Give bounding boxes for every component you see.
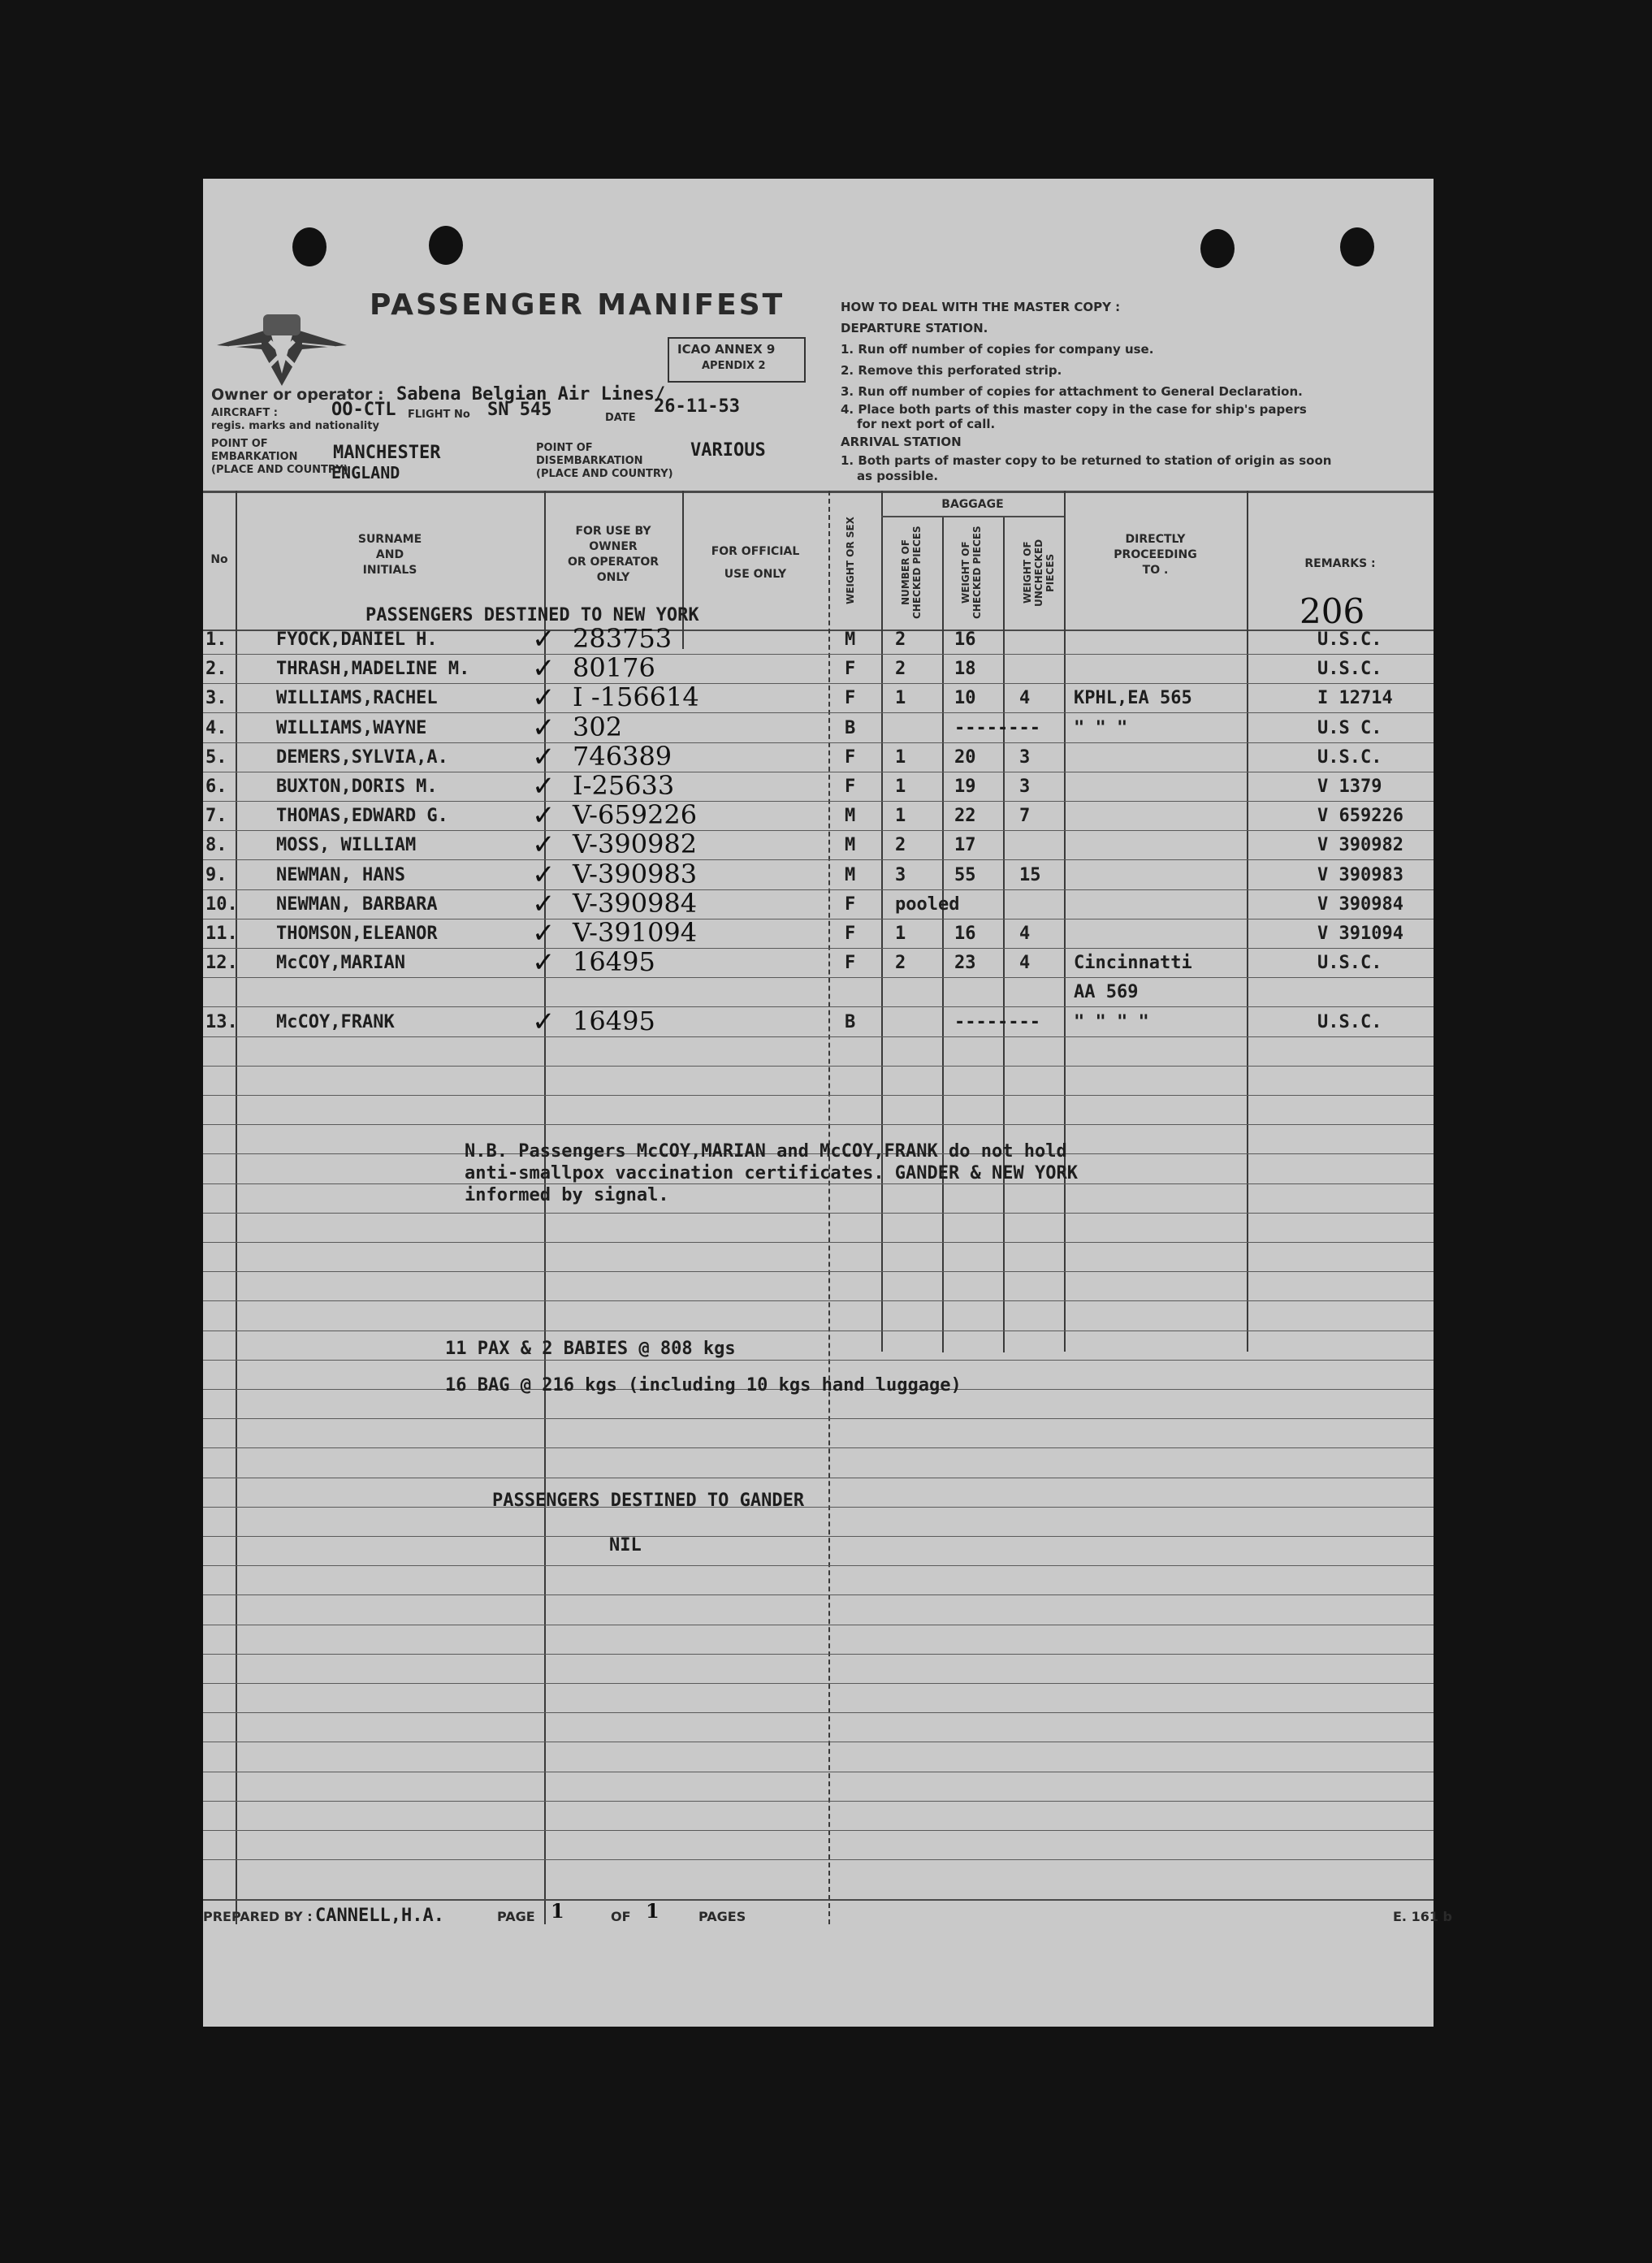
owner-handwritten-number: 746389: [573, 741, 672, 772]
col-header-line: USE ONLY: [724, 568, 787, 581]
owner-handwritten-number: V-391094: [573, 917, 698, 948]
ruled-line: [203, 1066, 1434, 1067]
checked-weight: 16: [954, 630, 976, 650]
unchecked-weight: 15: [1019, 865, 1041, 885]
check-mark: ✓: [532, 888, 556, 920]
checked-weight: 10: [954, 688, 976, 708]
instruction-item: 3. Run off number of copies for attachment to General Declaration.: [841, 384, 1303, 399]
table-row: [203, 859, 1434, 894]
owner-handwritten-number: 283753: [573, 623, 672, 654]
checked-weight: 18: [954, 659, 976, 679]
col-baggage-header: BAGGAGE: [941, 498, 1004, 511]
row-number: 12.: [205, 953, 238, 973]
col-directly-header: [1064, 532, 1247, 578]
owner-handwritten-number: V-390983: [573, 859, 698, 889]
row-number: 2.: [205, 659, 227, 679]
checked-weight: 19: [954, 777, 976, 797]
instruction-item: as possible.: [857, 469, 939, 483]
passenger-sex: F: [845, 924, 856, 944]
ruled-line: [203, 1183, 1434, 1184]
ruled-line: [203, 1271, 1434, 1272]
footer-border: [203, 1899, 1434, 1901]
unchecked-weight: 3: [1019, 747, 1031, 768]
aircraft-label: AIRCRAFT :: [211, 407, 278, 419]
check-mark: ✓: [532, 623, 556, 656]
ruled-line: [203, 1507, 1434, 1508]
page-value: 1: [551, 1899, 564, 1923]
icao-appendix: APENDIX 2: [702, 360, 766, 372]
passenger-sex: F: [845, 777, 856, 797]
check-mark: ✓: [532, 712, 556, 744]
table-row: [203, 799, 1434, 835]
check-mark: ✓: [532, 681, 556, 714]
owner-handwritten-number: 16495: [573, 946, 655, 977]
ruled-line: [203, 1360, 1434, 1361]
date-value: 26-11-53: [654, 396, 740, 417]
owner-handwritten-number: V-659226: [573, 799, 698, 830]
directly-proceeding: " " " ": [1074, 1012, 1149, 1032]
table-row: [203, 917, 1434, 953]
passenger-remarks: U.S C.: [1317, 718, 1382, 738]
passenger-sex: M: [845, 630, 856, 650]
of-value: 1: [646, 1899, 660, 1923]
passenger-sex: F: [845, 894, 856, 915]
passenger-name: NEWMAN, BARBARA: [276, 894, 438, 915]
row-number: 9.: [205, 865, 227, 885]
passenger-remarks: V 390983: [1317, 865, 1403, 885]
punch-hole: [292, 227, 327, 266]
checked-pieces: 3: [895, 865, 906, 885]
col-header-line: PROCEEDING: [1114, 548, 1197, 561]
passenger-remarks: U.S.C.: [1317, 747, 1382, 768]
check-mark: ✓: [532, 741, 556, 773]
passenger-name: THOMAS,EDWARD G.: [276, 806, 448, 826]
owner-handwritten-number: I -156614: [573, 681, 699, 712]
col-weight-sex-header: WEIGHT OR SEX: [845, 517, 856, 604]
owner-handwritten-number: 80176: [573, 652, 655, 683]
checked-pieces: 2: [895, 835, 906, 855]
embarkation-label-1: POINT OF: [211, 438, 268, 450]
master-copy-instructions: [841, 296, 1425, 483]
passenger-sex: M: [845, 806, 856, 826]
checked-pieces: 2: [895, 630, 906, 650]
instruction-item: 4. Place both parts of this master copy in the case for ship's papers: [841, 402, 1307, 417]
col-header-line: FOR USE BY: [575, 525, 651, 538]
passenger-name: WILLIAMS,RACHEL: [276, 688, 438, 708]
col-header-line: FOR OFFICIAL: [711, 545, 800, 558]
checked-weight: 20: [954, 747, 976, 768]
row-number: 3.: [205, 688, 227, 708]
row-number: 1.: [205, 630, 227, 650]
passenger-remarks: U.S.C.: [1317, 1012, 1382, 1032]
icao-annex: ICAO ANNEX 9: [677, 342, 776, 357]
checked-pieces: 1: [895, 688, 906, 708]
passenger-name: McCOY,FRANK: [276, 1012, 395, 1032]
totals-pax: 11 PAX & 2 BABIES @ 808 kgs: [445, 1339, 736, 1359]
note-line: informed by signal.: [465, 1185, 669, 1205]
checked-pieces: 1: [895, 924, 906, 944]
table-row: [203, 1006, 1434, 1041]
checked-weight: 23: [954, 953, 976, 973]
row-number: 11.: [205, 924, 238, 944]
punch-hole: [429, 226, 463, 265]
disembarkation-value: VARIOUS: [690, 440, 766, 461]
unchecked-weight: 4: [1019, 953, 1031, 973]
form-code: E. 161 b: [1393, 1909, 1452, 1924]
table-row: [203, 946, 1434, 982]
disembarkation-label-2: DISEMBARKATION: [536, 455, 643, 467]
passenger-name: FYOCK,DANIEL H.: [276, 630, 438, 650]
col-header-line: OR OPERATOR: [567, 556, 660, 569]
col-weight-unchecked-header: WEIGHT OF UNCHECKED PIECES: [1022, 539, 1056, 607]
date-label: DATE: [605, 412, 636, 424]
passenger-sex: B: [845, 1012, 856, 1032]
ruled-line: [203, 1683, 1434, 1684]
directly-proceeding: " " ": [1074, 718, 1128, 738]
page-label: PAGE: [497, 1909, 535, 1924]
table-top-border: [203, 491, 1434, 493]
ruled-line: [203, 1830, 1434, 1831]
table-row: [203, 829, 1434, 864]
check-mark: ✓: [532, 917, 556, 950]
sabena-logo: [213, 296, 351, 390]
aircraft-value: OO-CTL: [331, 400, 396, 420]
checked-pieces: 1: [895, 777, 906, 797]
ruled-line: [203, 1213, 1434, 1214]
section-new-york: PASSENGERS DESTINED TO NEW YORK: [365, 605, 699, 625]
passenger-sex: M: [845, 835, 856, 855]
passenger-name: McCOY,MARIAN: [276, 953, 405, 973]
passenger-sex: B: [845, 718, 856, 738]
col-header-line: OWNER: [589, 540, 638, 553]
passenger-remarks: V 390982: [1317, 835, 1403, 855]
checked-pieces: 2: [895, 659, 906, 679]
owner-handwritten-number: V-390982: [573, 829, 698, 859]
instructions-arrival: ARRIVAL STATION: [841, 435, 962, 449]
prepared-by-value: CANNELL,H.A.: [315, 1906, 444, 1926]
table-row: [203, 770, 1434, 806]
col-owner-use-header: [544, 524, 682, 586]
col-header-line: SURNAME: [357, 533, 422, 546]
ruled-line: [203, 1300, 1434, 1301]
owner-label: Owner or operator :: [211, 386, 384, 404]
aircraft-sub-label: regis. marks and nationality: [211, 420, 379, 432]
owner-handwritten-number: 16495: [573, 1006, 655, 1036]
passenger-name: MOSS, WILLIAM: [276, 835, 417, 855]
check-mark: ✓: [532, 1006, 556, 1038]
embarkation-label-3: (PLACE AND COUNTRY): [211, 464, 348, 476]
ruled-line: [203, 1095, 1434, 1096]
passenger-name: WILLIAMS,WAYNE: [276, 718, 427, 738]
row-number: 5.: [205, 747, 227, 768]
passenger-remarks: V 659226: [1317, 806, 1403, 826]
embarkation-country: ENGLAND: [331, 463, 400, 482]
instruction-item: 2. Remove this perforated strip.: [841, 363, 1062, 378]
table-row: [203, 982, 1434, 1011]
ruled-line: [203, 1242, 1434, 1243]
of-label: OF: [611, 1909, 631, 1924]
row-number: 10.: [205, 894, 238, 915]
page-number-stamp: 206: [1300, 591, 1365, 631]
col-remarks-header: REMARKS :: [1304, 557, 1376, 570]
passenger-name: THOMSON,ELEANOR: [276, 924, 438, 944]
ruled-line: [203, 1594, 1434, 1595]
passenger-remarks: I 12714: [1317, 688, 1393, 708]
passenger-sex: F: [845, 747, 856, 768]
col-no-header: No: [210, 553, 228, 566]
instruction-item: for next port of call.: [857, 417, 996, 431]
col-header-line: DIRECTLY: [1125, 533, 1186, 546]
passenger-name: DEMERS,SYLVIA,A.: [276, 747, 448, 768]
disembarkation-label-1: POINT OF: [536, 442, 593, 454]
checked-weight: --------: [954, 718, 1040, 738]
passenger-remarks: V 391094: [1317, 924, 1403, 944]
unchecked-weight: 4: [1019, 688, 1031, 708]
unchecked-weight: 3: [1019, 777, 1031, 797]
passenger-name: BUXTON,DORIS M.: [276, 777, 438, 797]
ruled-line: [203, 1801, 1434, 1802]
icao-annex-box: [668, 337, 806, 383]
instruction-item: 1. Both parts of master copy to be returned to station of origin as soon: [841, 453, 1332, 468]
note-line: anti-smallpox vaccination certificates. GANDER & NEW YORK: [465, 1163, 1078, 1183]
ruled-line: [203, 1124, 1434, 1125]
instruction-item: 1. Run off number of copies for company use.: [841, 342, 1154, 357]
row-number: 8.: [205, 835, 227, 855]
gander-nil: NIL: [609, 1535, 642, 1556]
owner-handwritten-number: 302: [573, 712, 623, 742]
directly-proceeding: AA 569: [1074, 982, 1139, 1002]
passenger-remarks: U.S.C.: [1317, 659, 1382, 679]
owner-handwritten-number: I-25633: [573, 770, 675, 801]
table-row: [203, 681, 1434, 717]
col-official-use-header: [682, 540, 828, 586]
ruled-line: [203, 1565, 1434, 1566]
punch-hole: [1200, 229, 1235, 268]
checked-weight: 55: [954, 865, 976, 885]
owner-handwritten-number: V-390984: [573, 888, 698, 919]
passenger-name: NEWMAN, HANS: [276, 865, 405, 885]
checked-weight: --------: [954, 1012, 1040, 1032]
unchecked-weight: 4: [1019, 924, 1031, 944]
col-header-line: TO .: [1142, 564, 1169, 577]
flight-label: FLIGHT No: [408, 409, 470, 421]
table-row: [203, 888, 1434, 924]
ruled-line: [203, 1536, 1434, 1537]
check-mark: ✓: [532, 829, 556, 861]
col-weight-checked-header: WEIGHT OF CHECKED PIECES: [960, 526, 983, 620]
directly-proceeding: Cincinnatti: [1074, 953, 1192, 973]
check-mark: ✓: [532, 770, 556, 803]
col-header-line: INITIALS: [362, 564, 417, 577]
ruled-line: [203, 1859, 1434, 1860]
baggage-divider: [881, 516, 1064, 517]
instructions-title: HOW TO DEAL WITH THE MASTER COPY :: [841, 300, 1121, 314]
col-num-checked-header: NUMBER OF CHECKED PIECES: [900, 526, 923, 620]
ruled-line: [203, 1418, 1434, 1419]
checked-pieces: 1: [895, 806, 906, 826]
passenger-remarks: V 390984: [1317, 894, 1403, 915]
instructions-departure: DEPARTURE STATION.: [841, 321, 988, 335]
passenger-remarks: U.S.C.: [1317, 953, 1382, 973]
row-number: 6.: [205, 777, 227, 797]
row-number: 13.: [205, 1012, 238, 1032]
document-title: PASSENGER MANIFEST: [370, 288, 785, 322]
table-row: [203, 623, 1434, 659]
flight-value: SN 545: [487, 400, 552, 420]
passenger-remarks: V 1379: [1317, 777, 1382, 797]
row-number: 4.: [205, 718, 227, 738]
disembarkation-label-3: (PLACE AND COUNTRY): [536, 468, 673, 480]
check-mark: ✓: [532, 859, 556, 891]
note-line: N.B. Passengers McCOY,MARIAN and McCOY,FRANK do not hold: [465, 1141, 1067, 1162]
check-mark: ✓: [532, 799, 556, 832]
ruled-line: [203, 1447, 1434, 1448]
passenger-remarks: U.S.C.: [1317, 630, 1382, 650]
check-mark: ✓: [532, 652, 556, 685]
ruled-line: [203, 1654, 1434, 1655]
table-row: [203, 712, 1434, 747]
section-gander: PASSENGERS DESTINED TO GANDER: [492, 1491, 805, 1511]
checked-weight: 22: [954, 806, 976, 826]
totals-bag: 16 BAG @ 216 kgs (including 10 kgs hand luggage): [445, 1375, 962, 1395]
checked-weight: 17: [954, 835, 976, 855]
passenger-sex: F: [845, 659, 856, 679]
check-mark: ✓: [532, 946, 556, 979]
checked-weight: 16: [954, 924, 976, 944]
checked-pieces: 1: [895, 747, 906, 768]
embarkation-label-2: EMBARKATION: [211, 451, 298, 463]
manifest-sheet: [203, 179, 1452, 2027]
checked-pieces: 2: [895, 953, 906, 973]
col-header-line: AND: [375, 548, 404, 561]
punch-hole: [1340, 227, 1374, 266]
pages-label: PAGES: [698, 1909, 746, 1924]
unchecked-weight: 7: [1019, 806, 1031, 826]
directly-proceeding: KPHL,EA 565: [1074, 688, 1192, 708]
passenger-sex: F: [845, 953, 856, 973]
passenger-sex: M: [845, 865, 856, 885]
owner-value: Sabena Belgian Air Lines/: [396, 384, 666, 405]
table-row: [203, 652, 1434, 688]
embarkation-value: MANCHESTER: [333, 443, 441, 463]
row-number: 7.: [205, 806, 227, 826]
prepared-by-label: PREPARED BY :: [203, 1909, 313, 1924]
passenger-sex: F: [845, 688, 856, 708]
col-surname-header: [236, 532, 544, 578]
table-row: [203, 741, 1434, 777]
checked-pieces: pooled: [895, 894, 960, 915]
col-header-line: ONLY: [596, 571, 630, 584]
passenger-name: THRASH,MADELINE M.: [276, 659, 470, 679]
ruled-line: [203, 1712, 1434, 1713]
